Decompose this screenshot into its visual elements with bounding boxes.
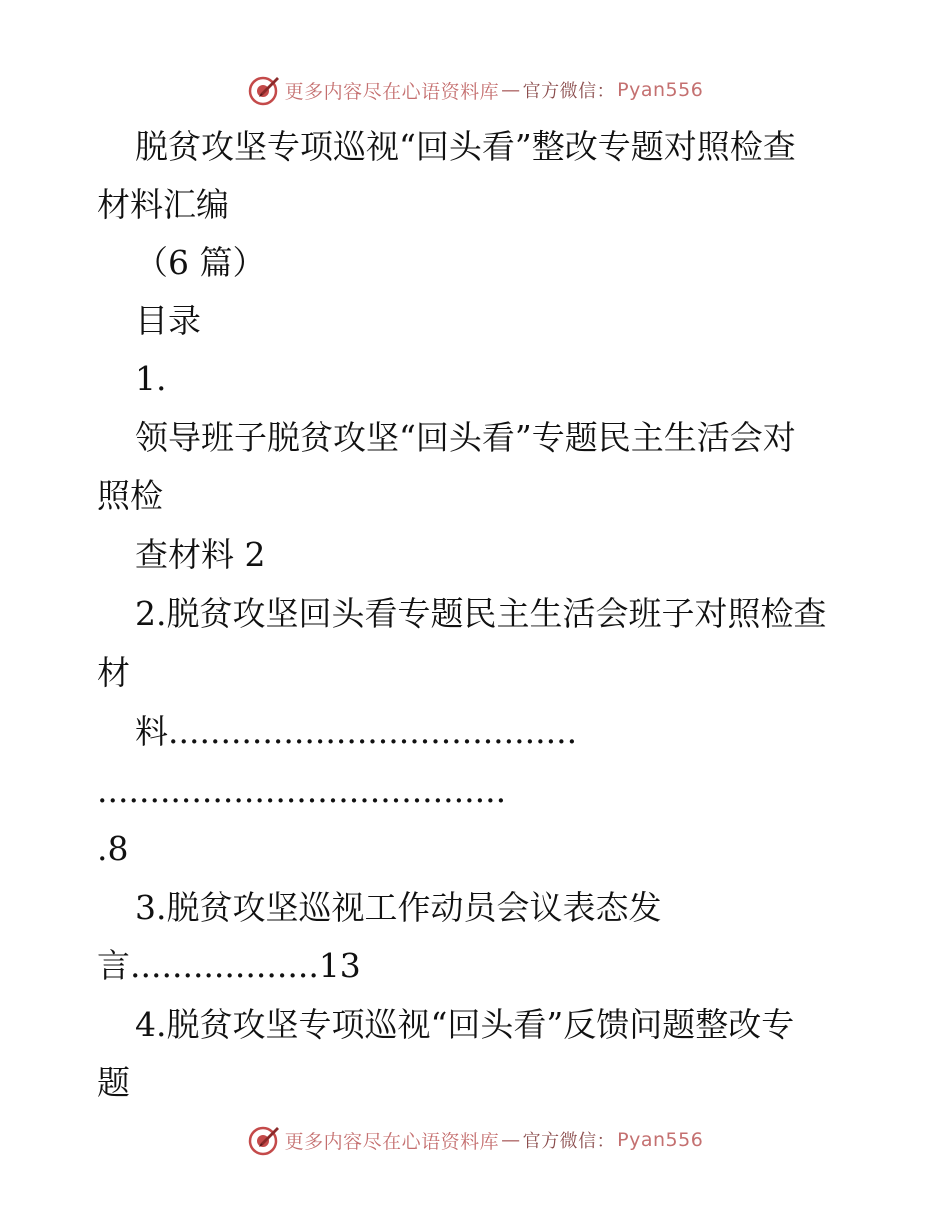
title-line-1: 脱贫攻坚专项巡视“回头看”整改专题对照检查	[135, 127, 796, 166]
toc-item-2-line-3: 料.......................................	[135, 712, 578, 751]
watermark-footer	[0, 1120, 950, 1160]
toc-item-3-line-2: 言..................13	[97, 946, 361, 985]
watermark-id: Pyan556	[617, 1129, 704, 1151]
toc-heading: 目录	[135, 301, 201, 340]
watermark-dash: —	[501, 79, 521, 101]
toc-item-4-line-1: 4.脱贫攻坚专项巡视“回头看”反馈问题整改专	[135, 1005, 795, 1044]
toc-item-1-line-3: 查材料 2	[135, 535, 266, 574]
watermark-label: 官方微信：	[522, 81, 616, 102]
watermark-text: 更多内容尽在心语资料库	[284, 1130, 500, 1153]
toc-item-1-number: 1.	[135, 359, 167, 398]
toc-item-2-page: .8	[97, 829, 129, 868]
toc-item-1-line-1: 领导班子脱贫攻坚“回头看”专题民主生活会对	[135, 418, 796, 457]
watermark-header	[0, 70, 950, 110]
pen-logo-icon	[247, 73, 281, 107]
watermark-text: 更多内容尽在心语资料库	[284, 80, 500, 103]
toc-item-4-line-2: 题	[97, 1063, 130, 1102]
pen-logo-icon	[247, 1123, 281, 1157]
watermark-id: Pyan556	[617, 79, 704, 101]
article-count: （6 篇）	[135, 243, 266, 282]
toc-item-2-line-4: .......................................	[97, 771, 507, 810]
title-line-2: 材料汇编	[97, 185, 229, 224]
watermark-label: 官方微信：	[522, 1131, 616, 1152]
toc-item-1-line-2: 照检	[97, 476, 163, 515]
watermark-dash: —	[501, 1129, 521, 1151]
toc-item-3-line-1: 3.脱贫攻坚巡视工作动员会议表态发	[135, 888, 662, 927]
toc-item-2-line-1: 2.脱贫攻坚回头看专题民主生活会班子对照检查	[135, 594, 827, 633]
toc-item-2-line-2: 材	[97, 653, 130, 692]
